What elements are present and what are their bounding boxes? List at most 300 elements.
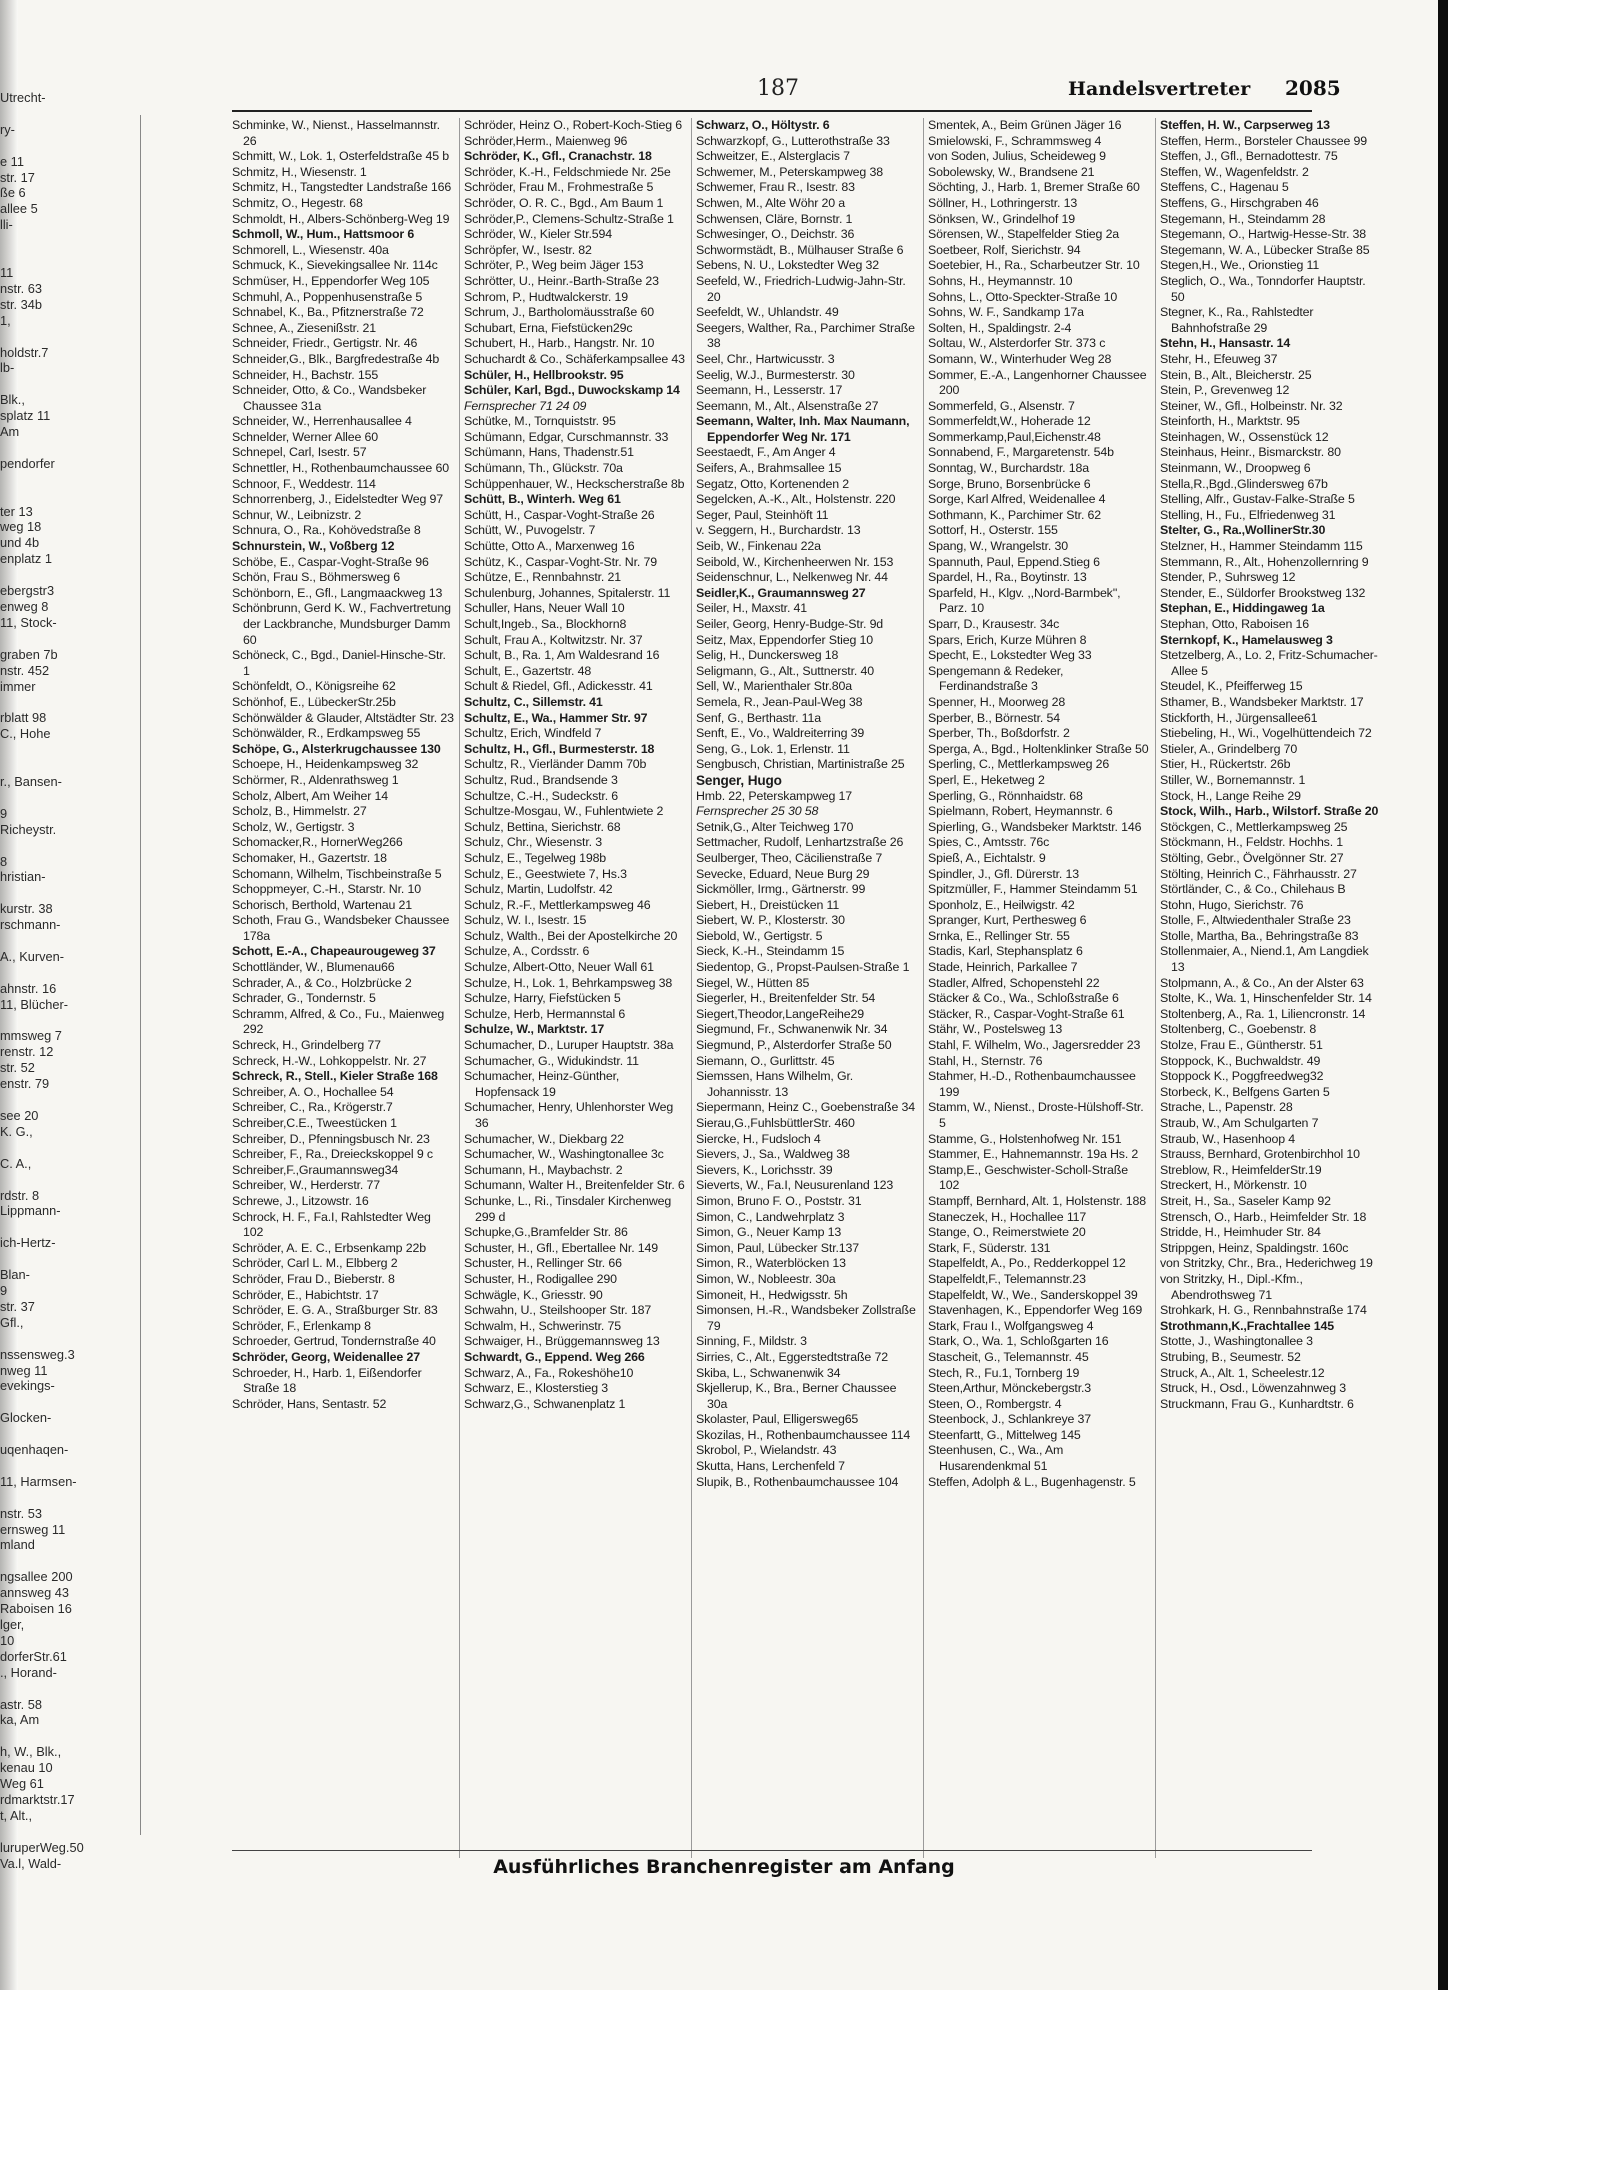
directory-entry: Stade, Heinrich, Parkallee 7	[928, 960, 1078, 975]
directory-entry: Schöneck, C., Bgd., Daniel-Hinsche-Str. 1	[232, 648, 446, 678]
directory-entry: Schuller, Hans, Neuer Wall 10	[464, 601, 625, 616]
directory-entry: Schorisch, Berthold, Wartenau 21	[232, 897, 413, 912]
directory-entry: Stark, Frau I., Wolfgangsweg 4	[928, 1318, 1094, 1333]
directory-entry: Smentek, A., Beim Grünen Jäger 16	[928, 118, 1122, 132]
directory-entry: Fernsprecher 71 24 09	[464, 398, 587, 413]
directory-entry: Stridde, H., Heimhuder Str. 84	[1160, 1225, 1321, 1240]
directory-entry: Schröder, Frau D., Bieberstr. 8	[232, 1271, 395, 1286]
directory-entry: Stamme, G., Holstenhofweg Nr. 151	[928, 1131, 1122, 1146]
directory-entry: Spang, W., Wrangelstr. 30	[928, 539, 1068, 554]
directory-entry: Stock, Wilh., Harb., Wilstorf. Straße 20	[1160, 804, 1379, 819]
directory-entry: Stahmer, H.-D., Rothenbaumchaussee 199	[928, 1069, 1136, 1099]
directory-entry: Schöpe, G., Alsterkrugchaussee 130	[232, 741, 441, 756]
directory-entry: Schrader, A., & Co., Holzbrücke 2	[232, 975, 412, 990]
directory-entry: Simon, Bruno F. O., Poststr. 31	[696, 1193, 862, 1208]
directory-entry: Stoltenberg, C., Goebenstr. 8	[1160, 1022, 1317, 1037]
directory-entry: Schröder, K.-H., Feldschmiede Nr. 25e	[464, 164, 671, 179]
directory-entry: Seulberger, Theo, Cäcilienstraße 7	[696, 850, 883, 865]
directory-entry: Schümann, Hans, Thadenstr.51	[464, 445, 634, 460]
directory-entry: Schwarzkopf, G., Lutterothstraße 33	[696, 133, 890, 148]
directory-entry: Schröder,P., Clemens-Schultz-Straße 1	[464, 211, 674, 226]
directory-entry: Specht, E., Lokstedter Weg 33	[928, 648, 1092, 663]
edge-fragment: evekings-	[0, 1378, 55, 1394]
edge-fragment: annsweg 43	[0, 1585, 70, 1601]
directory-entry: Siebert, H., Dreistücken 11	[696, 897, 840, 912]
directory-entry: Stehn, H., Hansastr. 14	[1160, 336, 1291, 351]
edge-fragment: C. A.,	[0, 1155, 32, 1171]
edge-fragment: 8	[0, 853, 8, 869]
edge-fragment: mland	[0, 1537, 35, 1553]
directory-column-3	[696, 118, 918, 1858]
directory-entry: Stelling, Alfr., Gustav-Falke-Straße 5	[1160, 492, 1355, 507]
directory-entry: Schrock, H. F., Fa.I, Rahlstedter Weg 102	[232, 1209, 431, 1240]
edge-fragment	[0, 1426, 70, 1442]
directory-entry: Schröder, O. R. C., Bgd., Am Baum 1	[464, 195, 664, 210]
directory-entry: Schreiber, F., Ra., Dreieckskoppel 9 c	[232, 1147, 433, 1162]
directory-entry: Soetbeer, Rolf, Sierichstr. 94	[928, 242, 1081, 257]
directory-entry: Sthamer, B., Wandsbeker Marktstr. 17	[1160, 694, 1364, 709]
directory-entry: Schütt, W., Puvogelstr. 7	[464, 523, 596, 538]
directory-entry: Schumacher, Henry, Uhlenhorster Weg 36	[464, 1100, 674, 1130]
edge-fragment: 10	[0, 1632, 15, 1648]
directory-entry: Schulz, Bettina, Sierichstr. 68	[464, 819, 621, 834]
directory-entry: Sierau,G.,FuhlsbüttlerStr. 460	[696, 1116, 855, 1130]
directory-entry: Schröder, Frau M., Frohmestraße 5	[464, 180, 654, 195]
directory-entry: Schuchardt & Co., Schäferkampsallee 43	[464, 351, 685, 366]
edge-fragment	[0, 138, 70, 154]
directory-entry: Schult, E., Gazertstr. 48	[464, 663, 592, 678]
directory-entry: Schreiber,C.E., Tweestücken 1	[232, 1116, 397, 1130]
directory-entry: Strothmann,K.,Frachtallee 145	[1160, 1318, 1334, 1333]
directory-entry: Schnorrenberg, J., Eidelstedter Weg 97	[232, 492, 444, 507]
directory-entry: Schulz, R.-F., Mettlerkampsweg 46	[464, 897, 651, 912]
directory-entry: Stolpmann, A., & Co., An der Alster 63	[1160, 975, 1364, 990]
edge-fragment: enplatz 1	[0, 551, 52, 567]
directory-entry: Seefeldt, W., Uhlandstr. 49	[696, 305, 839, 320]
edge-fragment	[0, 1251, 70, 1267]
directory-entry: Schrötter, U., Heinr.-Barth-Straße 23	[464, 273, 659, 288]
edge-fragment	[0, 376, 70, 392]
edge-fragment: Raboisen 16	[0, 1601, 72, 1617]
directory-entry: Skolaster, Paul, Elligersweg65	[696, 1412, 859, 1427]
directory-entry: Stapelfeldt, A., Po., Redderkoppel 12	[928, 1256, 1126, 1271]
directory-entry: Stascheit, G., Telemannstr. 45	[928, 1349, 1089, 1364]
directory-entry: Simon, C., Landwehrplatz 3	[696, 1209, 845, 1224]
directory-entry: Steffen, J., Gfl., Bernadottestr. 75	[1160, 149, 1338, 164]
edge-fragment: str. 52	[0, 1060, 35, 1076]
edge-fragment: Blk.,	[0, 392, 25, 408]
directory-entry: Schönhof, E., LübeckerStr.25b	[232, 694, 396, 709]
directory-entry: Stegen,H., We., Orionstieg 11	[1160, 258, 1320, 273]
directory-entry: Stadler, Alfred, Schopenstehl 22	[928, 975, 1100, 990]
directory-entry: Schumacher, G., Widukindstr. 11	[464, 1053, 639, 1068]
directory-entry: Strippgen, Heinz, Spaldingstr. 160c	[1160, 1240, 1349, 1255]
directory-entry: Schrewe, J., Litzowstr. 16	[232, 1193, 369, 1208]
directory-entry: Schulze, W., Marktstr. 17	[464, 1022, 605, 1037]
directory-entry: Sommerkamp,Paul,Eichenstr.48	[928, 429, 1101, 444]
edge-fragment: astr. 58	[0, 1696, 42, 1712]
edge-fragment	[0, 1172, 70, 1188]
edge-fragment	[0, 249, 70, 265]
directory-entry: Schröpfer, W., Isestr. 82	[464, 242, 592, 257]
directory-entry: Streckert, H., Mörkenstr. 10	[1160, 1178, 1307, 1193]
edge-fragment: luruperWeg.50	[0, 1839, 84, 1855]
directory-entry: Sebens, N. U., Lokstedter Weg 32	[696, 258, 879, 273]
directory-entry: Stark, F., Süderstr. 131	[928, 1240, 1051, 1255]
directory-entry: Schwormstädt, B., Mülhauser Straße 6	[696, 242, 904, 257]
directory-entry: Stamp,E., Geschwister-Scholl-Straße 102	[928, 1162, 1128, 1193]
edge-fragment	[0, 758, 70, 774]
directory-entry: Siemssen, Hans Wilhelm, Gr. Johannisstr. 13	[696, 1069, 854, 1099]
directory-entry: Sorge, Bruno, Borsenbrücke 6	[928, 476, 1091, 491]
directory-entry: Stegemann, H., Steindamm 28	[1160, 211, 1326, 226]
directory-entry: Stoppock, K., Buchwaldstr. 49	[1160, 1053, 1321, 1068]
directory-entry: Stäcker & Co., Wa., Schloßstraße 6	[928, 991, 1119, 1006]
directory-entry: Sperl, E., Heketweg 2	[928, 772, 1045, 787]
directory-entry: Schwalm, H., Schwerinstr. 75	[464, 1318, 621, 1333]
directory-entry: Spardel, H., Ra., Boytinstr. 13	[928, 570, 1087, 585]
edge-fragment: rdstr. 8	[0, 1187, 40, 1203]
directory-entry: Skozilas, H., Rothenbaumchaussee 114	[696, 1427, 911, 1442]
directory-entry: Steffen, H. W., Carpserweg 13	[1160, 118, 1330, 132]
directory-entry: Schomaker, H., Gazertstr. 18	[232, 850, 387, 865]
edge-fragment: kenau 10	[0, 1760, 53, 1776]
directory-entry: Sothmann, K., Parchimer Str. 62	[928, 507, 1102, 522]
directory-entry: Schulze, Harry, Fiefstücken 5	[464, 991, 621, 1006]
directory-entry: Stech, R., Fu.1, Tornberg 19	[928, 1365, 1080, 1380]
directory-entry: Stock, H., Lange Reihe 29	[1160, 788, 1301, 803]
directory-entry: Spielmann, Robert, Heymannstr. 6	[928, 804, 1113, 819]
directory-entry: Stella,R.,Bgd.,Glindersweg 67b	[1160, 476, 1328, 491]
directory-entry: Schunke, L., Ri., Tinsdaler Kirchenweg 299 d	[464, 1193, 672, 1224]
directory-entry: Siepermann, Heinz C., Goebenstraße 34	[696, 1100, 915, 1115]
directory-entry: Schulz, Walth., Bei der Apostelkirche 20	[464, 928, 678, 943]
directory-entry: Schörmer, R., Aldenrathsweg 1	[232, 772, 399, 787]
directory-entry: Schütt, H., Caspar-Voght-Straße 26	[464, 507, 655, 522]
directory-entry: Schubart, Erna, Fiefstücken29c	[464, 320, 633, 335]
directory-entry: Schwensen, Cläre, Bornstr. 1	[696, 211, 853, 226]
directory-entry: Steenhusen, C., Wa., Am Husarendenkmal 51	[928, 1443, 1064, 1474]
directory-entry: Siegmund, P., Alsterdorfer Straße 50	[696, 1038, 892, 1053]
directory-entry: Stegner, K., Ra., Rahlstedter Bahnhofstraße 29	[1160, 305, 1314, 335]
directory-entry: Siedentop, G., Propst-Paulsen-Straße 1	[696, 960, 910, 975]
edge-fragment: 9	[0, 805, 8, 821]
directory-entry: Söchting, J., Harb. 1, Bremer Straße 60	[928, 180, 1140, 195]
directory-entry: Schmitz, H., Wiesenstr. 1	[232, 164, 367, 179]
directory-entry: Strohkark, H. G., Rennbahnstraße 174	[1160, 1303, 1367, 1318]
edge-fragment: weg 18	[0, 519, 42, 535]
directory-entry: Simon, R., Waterblöcken 13	[696, 1256, 846, 1271]
column-divider	[1155, 118, 1156, 1858]
directory-entry: Sommerfeld, G., Alsenstr. 7	[928, 398, 1075, 413]
directory-entry: Seemann, M., Alt., Alsenstraße 27	[696, 398, 879, 413]
directory-entry: Steenbock, J., Schlankreye 37	[928, 1412, 1092, 1427]
directory-entry: Schröder, W., Kieler Str.594	[464, 227, 613, 242]
directory-entry: Schneider,G., Blk., Bargfredestraße 4b	[232, 351, 440, 366]
directory-entry: Struck, H., Osd., Löwenzahnweg 3	[1160, 1381, 1346, 1396]
directory-entry: Schulz, E., Geestwiete 7, Hs.3	[464, 866, 627, 881]
directory-entry: Schröder, Georg, Weidenallee 27	[232, 1349, 420, 1364]
directory-entry: Schuster, H., Rodigallee 290	[464, 1271, 617, 1286]
directory-entry: Streblow, R., HeimfelderStr.19	[1160, 1162, 1322, 1177]
directory-entry: Sperber, Th., Boßdorfstr. 2	[928, 726, 1070, 741]
edge-fragment	[0, 567, 70, 583]
directory-entry: Straub, W., Hasenhoop 4	[1160, 1131, 1295, 1146]
directory-entry: Schulz, Martin, Ludolfstr. 42	[464, 882, 613, 897]
directory-entry: Seiler, Georg, Henry-Budge-Str. 9d	[696, 617, 884, 631]
directory-entry: Skiba, L., Schwanenwik 34	[696, 1365, 841, 1380]
edge-fragment: uqenhaqen-	[0, 1442, 69, 1458]
directory-entry: Sperga, A., Bgd., Holtenklinker Straße 50	[928, 741, 1149, 756]
edge-fragment: graben 7b	[0, 646, 58, 662]
directory-entry: Schnee, A., Ziesenißstr. 21	[232, 320, 377, 335]
directory-entry: Schultz, C., Sillemstr. 41	[464, 694, 603, 709]
directory-entry: Siegel, W., Hütten 85	[696, 975, 810, 990]
directory-entry: Seib, W., Finkenau 22a	[696, 539, 821, 554]
directory-entry: Strache, L., Papenstr. 28	[1160, 1100, 1293, 1115]
directory-entry: Schnepel, Carl, Isestr. 57	[232, 445, 367, 460]
directory-entry: Schultze-Mosgau, W., Fuhlentwiete 2	[464, 804, 664, 819]
edge-fragment	[0, 1553, 70, 1569]
directory-entry: Sievers, J., Sa., Waldweg 38	[696, 1147, 850, 1162]
directory-entry: Smielowski, F., Schrammsweg 4	[928, 133, 1102, 148]
directory-entry: Strensch, O., Harb., Heimfelder Str. 18	[1160, 1209, 1367, 1224]
directory-entry: Schwarz, A., Fa., Rokeshöhe10	[464, 1365, 634, 1380]
edge-fragment: 11	[0, 264, 14, 280]
directory-entry: Stäcker, R., Caspar-Voght-Straße 61	[928, 1006, 1125, 1021]
directory-entry: Fernsprecher 25 30 58	[696, 804, 819, 819]
edge-fragment: enweg 8	[0, 599, 49, 614]
directory-entry: Steenfartt, G., Mittelweg 145	[928, 1427, 1081, 1442]
directory-entry: Streit, H., Sa., Saseler Kamp 92	[1160, 1193, 1331, 1208]
directory-entry: Siebert, W. P., Klosterstr. 30	[696, 913, 845, 928]
directory-entry: Schwen, M., Alte Wöhr 20 a	[696, 195, 845, 210]
directory-entry: Schmoldt, H., Albers-Schönberg-Weg 19	[232, 211, 450, 226]
directory-entry: Sobolewsky, W., Brandsene 21	[928, 164, 1095, 179]
directory-entry: Steffen, W., Wagenfeldstr. 2	[1160, 164, 1309, 179]
edge-fragment: Gfl.,	[0, 1314, 24, 1330]
edge-fragment: rdmarktstr.17	[0, 1791, 75, 1807]
edge-fragment	[0, 233, 70, 249]
edge-fragment: rschmann-	[0, 917, 61, 933]
directory-entry: Schwemer, Frau R., Isestr. 83	[696, 180, 855, 195]
directory-entry: Spannuth, Paul, Eppend.Stieg 6	[928, 554, 1100, 569]
directory-entry: Sörensen, W., Stapelfelder Stieg 2a	[928, 227, 1120, 242]
edge-fragment: Richeystr.	[0, 821, 57, 837]
edge-fragment	[0, 1681, 70, 1697]
edge-fragment	[0, 1219, 70, 1235]
edge-fragment: ahnstr. 16	[0, 980, 57, 996]
directory-entry: Stampff, Bernhard, Alt. 1, Holstenstr. 188	[928, 1193, 1147, 1208]
directory-entry: Stamm, W., Nienst., Droste-Hülshoff-Str. 5	[928, 1100, 1144, 1130]
directory-entry: Sönksen, W., Grindelhof 19	[928, 211, 1075, 226]
directory-entry: Sperling, C., Mettlerkampsweg 26	[928, 757, 1110, 772]
edge-fragment	[0, 631, 70, 647]
edge-fragment: str. 34b	[0, 296, 42, 312]
edge-fragment	[0, 694, 70, 710]
directory-entry: Seefeld, W., Friedrich-Ludwig-Jahn-Str. 20	[696, 273, 906, 304]
directory-entry: Schreiber,F.,Graumannsweg34	[232, 1162, 399, 1177]
directory-entry: Siegmund, Fr., Schwanenwik Nr. 34	[696, 1022, 888, 1037]
directory-entry: Schumacher, W., Diekbarg 22	[464, 1131, 624, 1146]
directory-entry: Sottorf, H., Osterstr. 155	[928, 523, 1058, 538]
directory-entry: Steinhaus, Heinr., Bismarckstr. 80	[1160, 445, 1341, 460]
directory-entry: Schwahn, U., Steilshooper Str. 187	[464, 1303, 652, 1318]
directory-column-2	[464, 118, 686, 1858]
edge-fragment: ernsweg 11	[0, 1521, 66, 1537]
edge-fragment	[0, 933, 70, 949]
edge-fragment: nstr. 452	[0, 662, 50, 678]
directory-entry: Spindler, J., Gfl. Dürerstr. 13	[928, 866, 1079, 881]
page-number-center: 187	[757, 76, 799, 101]
directory-entry: Schnabel, K., Ba., Pfitznerstraße 72	[232, 305, 424, 320]
directory-entry: Stapelfeldt,F., Telemannstr.23	[928, 1271, 1086, 1286]
directory-entry: Schumacher, Heinz-Günther, Hopfensack 19	[464, 1069, 620, 1099]
directory-entry: Schnelder, Werner Allee 60	[232, 429, 379, 444]
directory-entry: Spars, Erich, Kurze Mühren 8	[928, 632, 1087, 647]
directory-entry: Schrom, P., Hudtwalckerstr. 19	[464, 289, 628, 304]
directory-entry: Stahl, F. Wilhelm, Wo., Jagersredder 23	[928, 1038, 1141, 1053]
directory-entry: Solten, H., Spaldingstr. 2-4	[928, 320, 1072, 335]
directory-entry: Siercke, H., Fudsloch 4	[696, 1131, 821, 1146]
directory-entry: Schumacher, W., Washingtonallee 3c	[464, 1147, 664, 1162]
directory-entry: Sommerfeldt,W., Hoherade 12	[928, 414, 1091, 429]
edge-fragment: 11, Blücher-	[0, 996, 69, 1012]
column-divider	[691, 118, 692, 1858]
directory-entry: Schoepe, H., Heidenkampsweg 32	[232, 757, 419, 772]
directory-entry: Seifers, A., Brahmsallee 15	[696, 461, 842, 476]
directory-entry: Schröder, F., Erlenkamp 8	[232, 1318, 371, 1333]
edge-fragment: e 11	[0, 153, 24, 169]
edge-fragment: 11, Harmsen-	[0, 1473, 77, 1489]
directory-entry: Schnur, W., Leibnizstr. 2	[232, 507, 362, 522]
directory-entry: Steffens, G., Hirschgraben 46	[1160, 195, 1319, 210]
directory-entry: Stephan, E., Hiddingaweg 1a	[1160, 601, 1325, 616]
directory-entry: Schmitt, W., Lok. 1, Osterfeldstraße 45 b	[232, 149, 449, 164]
edge-fragment: lger,	[0, 1617, 25, 1632]
directory-entry: Spranger, Kurt, Perthesweg 6	[928, 913, 1087, 928]
edge-fragment: str. 37	[0, 1298, 35, 1314]
directory-entry: Stemmann, R., Alt., Hohenzollernring 9	[1160, 554, 1369, 569]
directory-entry: Stiebeling, H., Wi., Vogelhüttendeich 72	[1160, 726, 1372, 741]
directory-entry: Stoppock K., Poggfreedweg32	[1160, 1069, 1324, 1084]
edge-fragment: ka, Am	[0, 1712, 40, 1728]
directory-entry: Schmitz, O., Hegestr. 68	[232, 195, 363, 210]
directory-entry: Sieverts, W., Fa.I, Neusurenland 123	[696, 1178, 894, 1193]
directory-entry: Schreiber, A. O., Hochallee 54	[232, 1084, 394, 1099]
edge-fragment	[0, 472, 70, 488]
edge-fragment: ich-Hertz-	[0, 1235, 56, 1251]
directory-entry: Schult, B., Ra. 1, Am Waldesrand 16	[464, 648, 660, 663]
directory-entry: Schulze, H., Lok. 1, Behrkampsweg 38	[464, 975, 673, 990]
header-divider	[232, 110, 1312, 112]
directory-entry: Schultz, Rud., Brandsende 3	[464, 772, 618, 787]
edge-fragment	[0, 965, 70, 981]
directory-entry: Semela, R., Jean-Paul-Weg 38	[696, 694, 863, 709]
gutter-line	[140, 115, 141, 1835]
directory-entry: Schröder, Carl L. M., Elbberg 2	[232, 1256, 398, 1271]
edge-fragment: A., Kurven-	[0, 948, 65, 964]
directory-entry: Stein, P., Grevenweg 12	[1160, 383, 1290, 398]
edge-fragment: renstr. 12	[0, 1044, 54, 1060]
directory-entry: Schütte, Otto A., Marxenweg 16	[464, 539, 635, 554]
directory-entry: Stolle, F., Altwiedenthaler Straße 23	[1160, 913, 1351, 928]
edge-fragment	[0, 106, 70, 122]
directory-entry: Schulz, W. I., Isestr. 15	[464, 913, 587, 928]
edge-fragment: Weg 61	[0, 1776, 44, 1792]
directory-entry: Seger, Paul, Steinhöft 11	[696, 507, 829, 522]
directory-entry: Schwägle, K., Griesstr. 90	[464, 1287, 603, 1302]
directory-entry: Schröder,Herm., Maienweg 96	[464, 133, 628, 148]
directory-entry: Sohns, H., Heymannstr. 10	[928, 273, 1073, 288]
directory-entry: Schönfeldt, O., Königsreihe 62	[232, 679, 396, 694]
directory-entry: Sonnabend, F., Margaretenstr. 54b	[928, 445, 1114, 460]
directory-entry: Schult,Ingeb., Sa., Blockhorn8	[464, 617, 627, 631]
directory-entry: Schreiber, W., Herderstr. 77	[232, 1178, 380, 1193]
directory-entry: Stehr, H., Efeuweg 37	[1160, 351, 1278, 366]
edge-fragment: see 20	[0, 1108, 39, 1123]
directory-entry: Schultze, C.-H., Sudeckstr. 6	[464, 788, 619, 803]
directory-entry: Schuster, H., Rellinger Str. 66	[464, 1256, 622, 1271]
directory-entry: Sponholz, E., Heilwigstr. 42	[928, 897, 1075, 912]
directory-entry: Stender, E., Süldorfer Brookstweg 132	[1160, 585, 1366, 600]
directory-entry: Sievers, K., Lorichsstr. 39	[696, 1162, 833, 1177]
directory-entry: Senft, E., Vo., Waldreiterring 39	[696, 726, 865, 741]
directory-entry: Schroeder, H., Harb. 1, Eißendorfer Straße 18	[232, 1365, 422, 1396]
directory-entry: Stelling, H., Fu., Elfriedenweg 31	[1160, 507, 1336, 522]
directory-entry: Seitz, Max, Eppendorfer Stieg 10	[696, 632, 874, 647]
edge-fragment: nstr. 63	[0, 280, 42, 296]
previous-page-edge	[0, 90, 84, 1920]
directory-entry: von Stritzky, H., Dipl.-Kfm., Abendrothsweg 71	[1160, 1271, 1303, 1302]
directory-entry: Schulze, Albert-Otto, Neuer Wall 61	[464, 960, 654, 975]
directory-entry: Schmüser, H., Eppendorfer Weg 105	[232, 273, 430, 288]
directory-entry: Steglich, O., Wa., Tonndorfer Hauptstr. 50	[1160, 273, 1366, 304]
directory-entry: Stark, O., Wa. 1, Schloßgarten 16	[928, 1334, 1109, 1349]
edge-fragment	[0, 1824, 70, 1840]
directory-entry: Schneider, Friedr., Gertigstr. Nr. 46	[232, 336, 418, 351]
edge-fragment: rblatt 98	[0, 710, 47, 726]
directory-entry: Stieler, A., Grindelberg 70	[1160, 741, 1298, 756]
directory-entry: Stephan, Otto, Raboisen 16	[1160, 617, 1310, 631]
directory-entry: Stelzner, H., Hammer Steindamm 115	[1160, 539, 1363, 554]
edge-fragment: splatz 11	[0, 408, 51, 424]
directory-entry: Schreiber, D., Pfenningsbusch Nr. 23	[232, 1131, 430, 1146]
directory-entry: Spenner, H., Moorweg 28	[928, 694, 1066, 709]
directory-entry: Schultz, H., Gfl., Burmesterstr. 18	[464, 741, 655, 756]
directory-entry: Seegers, Walther, Ra., Parchimer Straße 38	[696, 320, 915, 351]
directory-entry: Stiller, W., Bornemannstr. 1	[1160, 772, 1306, 787]
directory-entry: Sparr, D., Krausestr. 34c	[928, 617, 1060, 631]
edge-fragment	[0, 1331, 70, 1347]
directory-entry: Segelcken, A.-K., Alt., Holstenstr. 220	[696, 492, 896, 507]
directory-entry: Schumacher, D., Luruper Hauptstr. 38a	[464, 1038, 674, 1053]
directory-entry: Spies, C., Amtsstr. 76c	[928, 835, 1050, 850]
edge-fragment: und 4b	[0, 535, 40, 551]
directory-entry: Siegert,Theodor,LangeReihe29	[696, 1006, 865, 1021]
directory-entry: Spengemann & Redeker, Ferdinandstraße 3	[928, 663, 1064, 694]
directory-entry: Schütke, M., Tornquiststr. 95	[464, 414, 616, 429]
directory-entry: Sevecke, Eduard, Neue Burg 29	[696, 866, 870, 881]
edge-fragment	[0, 790, 70, 806]
directory-entry: Steinmann, W., Droopweg 6	[1160, 461, 1311, 476]
edge-fragment: allee 5	[0, 201, 38, 217]
directory-entry: Scholz, Albert, Am Weiher 14	[232, 788, 389, 803]
edge-fragment: lb-	[0, 360, 15, 376]
directory-entry: Skrobol, P., Wielandstr. 43	[696, 1443, 837, 1458]
directory-entry: Schümann, Th., Glückstr. 70a	[464, 461, 623, 476]
edge-fragment	[0, 1140, 70, 1156]
